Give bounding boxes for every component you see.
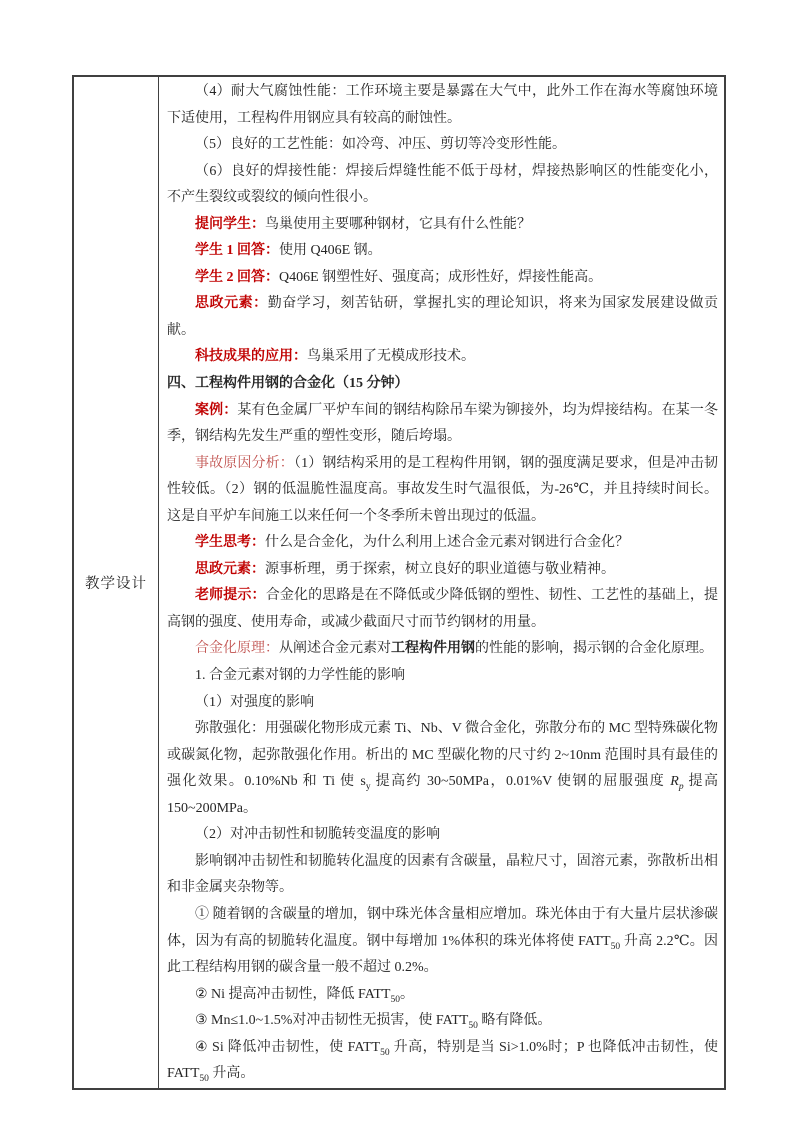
text-run: 50: [390, 994, 400, 1005]
text-run: 。: [399, 986, 414, 1002]
text-run: 合金化的思路是在不降低或少降低钢的塑性、韧性、工艺性的基础上，提高钢的强度、使用寿命，或减少截面尺寸而节约钢材的用量。: [167, 588, 719, 630]
paragraph-21: [167, 902, 718, 982]
paragraph-24: [167, 1035, 718, 1088]
paragraph-17: [167, 690, 718, 717]
text-run: 50: [380, 1047, 390, 1058]
text-run: 从阐述合金元素对: [279, 641, 391, 657]
paragraph-13: [167, 557, 718, 584]
paragraph-3: [167, 159, 718, 212]
label-run: 提问学生：: [195, 216, 265, 232]
paragraph-23: [167, 1008, 718, 1035]
text-run: 略有降低。: [477, 1013, 552, 1029]
paragraph-7: [167, 291, 718, 344]
text-run: 四、工程构件用钢的合金化（15 分钟）: [167, 376, 409, 392]
label-run: 思政元素：: [195, 561, 265, 577]
text-run: 影响钢冲击韧性和韧脆转化温度的因素有含碳量，晶粒尺寸，固溶元素，弥散析出相和非金属夹杂物等。: [167, 853, 718, 896]
label-run: 科技成果的应用：: [195, 349, 307, 365]
text-run: （1）对强度的影响: [195, 694, 314, 710]
text-run: 源事析理，勇于探索，树立良好的职业道德与敬业精神。: [265, 561, 615, 577]
label-run: 思政元素：: [195, 296, 268, 312]
paragraph-11: [167, 451, 718, 531]
row-header-label: 教学设计: [85, 575, 147, 592]
text-run: 升高。: [208, 1066, 255, 1082]
paragraph-20: [167, 849, 718, 902]
label-run: 学生思考：: [195, 535, 265, 551]
text-run: 提高约 30~50MPa，0.01%V 使钢的屈服强度: [370, 774, 671, 790]
paragraph-6: [167, 265, 718, 292]
text-run: 弥散强化：用强碳化物形成元素 Ti、Nb、V 微合金化，弥散分布的 MC 型特殊碳化物或碳氮化物，起弥散强化作用。析出的 MC 型碳化物的尺寸约 2~10nm 范围时具有最佳的强化效果。0.10%Nb 和 Ti 使 s: [167, 721, 718, 790]
paragraph-1: [167, 79, 718, 132]
text-run: （6）良好的焊接性能：焊接后焊缝性能不低于母材，焊接热影响区的性能变化小，不产生裂纹或裂纹的倾向性很小。: [167, 163, 718, 206]
paragraph-15: [167, 636, 718, 663]
paragraph-14: [167, 583, 718, 636]
text-run: 50: [199, 1074, 209, 1085]
paragraph-4: [167, 212, 718, 239]
text-run: 勤奋学习，刻苦钻研，掌握扎实的理论知识，将来为国家发展建设做贡献。: [167, 296, 719, 338]
label-run: 老师提示：: [195, 588, 266, 604]
text-run: y: [365, 782, 371, 793]
text-run: 提高 150~200MPa。: [167, 774, 719, 816]
text-run: 升高，特别是当 Si>1.0%时；P 也降低冲击韧性，使 FATT: [167, 1039, 719, 1082]
text-run: 鸟巢使用主要哪种钢材，它具有什么性能？: [265, 216, 531, 232]
paragraph-19: [167, 822, 718, 849]
text-run: ② Ni 提高冲击韧性，降低 FATT: [195, 986, 391, 1002]
text-run: （1）钢结构采用的是工程构件用钢，钢的强度满足要求，但是冲击韧性较低。（2）钢的低温脆性温度高。事故发生时气温很低，为-26℃，并且持续时间长。这是自平炉车间施工以来任何一个冬季所未曾出现过的低温。: [167, 455, 719, 524]
text-run: 1. 合金元素对钢的力学性能的影响: [195, 668, 405, 684]
label-run: 学生 2 回答：: [195, 269, 279, 285]
text-run: ③ Mn≤1.0~1.5%对冲击韧性无损害，使 FATT: [195, 1013, 469, 1029]
text-run: 鸟巢采用了无模成形技术。: [307, 349, 475, 365]
paragraph-16: [167, 663, 718, 690]
text-run: 升高 2.2℃。因此工程结构用钢的碳含量一般不超过 0.2%。: [167, 933, 718, 976]
paragraph-18: [167, 716, 718, 822]
text-run: 什么是合金化，为什么利用上述合金元素对钢进行合金化？: [265, 535, 629, 551]
text-run: 工程构件用钢: [391, 641, 475, 657]
text-run: R: [670, 774, 679, 790]
paragraph-2: [167, 132, 718, 159]
paragraph-10: [167, 398, 718, 451]
text-run: （2）对冲击韧性和韧脆转变温度的影响: [195, 827, 440, 843]
paragraph-8: [167, 344, 718, 371]
content-cell: [159, 76, 726, 1089]
paragraph-12: [167, 530, 718, 557]
text-run: 的性能的影响，揭示钢的合金化原理。: [475, 641, 713, 657]
paragraph-9: [167, 371, 718, 398]
label-run: 案例：: [195, 402, 238, 418]
text-run: 使用 Q406E 钢。: [279, 243, 382, 259]
table-row: [73, 76, 725, 1089]
label-run: 学生 1 回答：: [195, 243, 279, 259]
text-run: （5）良好的工艺性能：如冷弯、冲压、剪切等冷变形性能。: [195, 137, 566, 153]
text-run: ④ Si 降低冲击韧性，使 FATT: [195, 1039, 381, 1055]
text-run: 50: [468, 1020, 478, 1031]
text-run: 50: [610, 941, 621, 952]
row-header-cell: [73, 76, 159, 1089]
label-run: 合金化原理：: [195, 641, 279, 657]
paragraph-22: [167, 982, 718, 1009]
teaching-design-table: [72, 75, 726, 1090]
paragraph-5: [167, 238, 718, 265]
text-run: ① 随着钢的含碳量的增加，钢中珠光体含量相应增加。珠光体由于有大量片层状渗碳体，因为有高的韧脆转化温度。钢中每增加 1%体积的珠光体将使 FATT: [167, 906, 718, 949]
text-run: 某有色金属厂平炉车间的钢结构除吊车梁为铆接外，均为焊接结构。在某一冬季，钢结构先发生严重的塑性变形，随后垮塌。: [167, 402, 719, 445]
text-run: Q406E 钢塑性好、强度高；成形性好，焊接性能高。: [279, 269, 603, 285]
label-run: 事故原因分析：: [195, 455, 294, 471]
text-run: p: [678, 782, 684, 793]
text-run: （4）耐大气腐蚀性能：工作环境主要是暴露在大气中，此外工作在海水等腐蚀环境下适使用，工程构件用钢应具有较高的耐蚀性。: [167, 84, 718, 126]
